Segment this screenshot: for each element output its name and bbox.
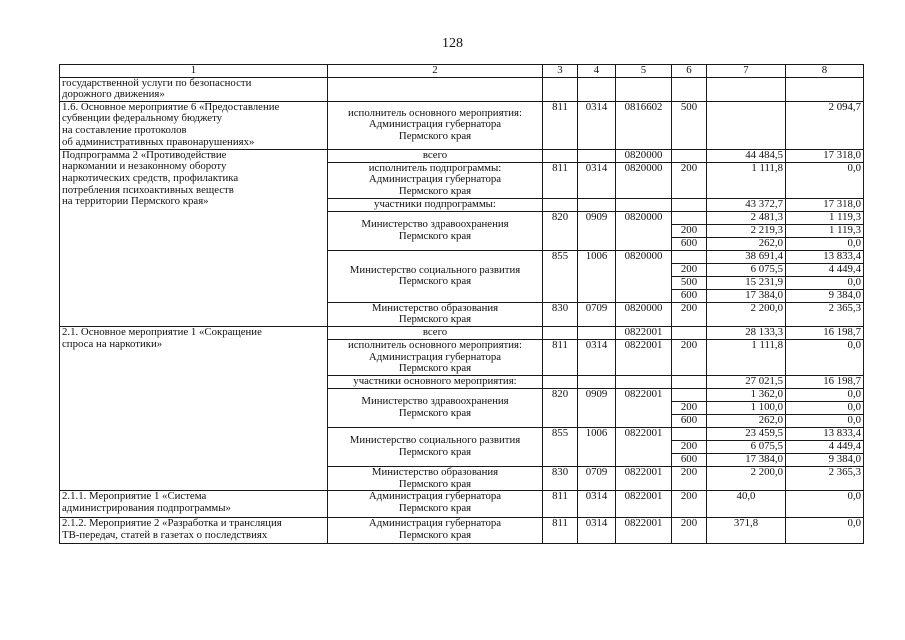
cell-code: 820 [543,211,578,250]
cell-code: 200 [672,491,707,518]
cell-amount: 9 384,0 [786,289,864,302]
cell-amount: 2 094,7 [786,101,864,149]
cell-amount: 1 362,0 [707,388,786,401]
cell-amount: 16 198,7 [786,375,864,388]
cell-code [616,77,672,101]
cell-name: 2.1.2. Мероприятие 2 «Разработка и трансляция ТВ-передач, статей в газетах о последствиях [60,518,328,544]
cell-code [672,250,707,263]
cell-executor: всего [328,326,543,339]
cell-executor: Министерство социального развития Пермского края [328,427,543,466]
table-row [60,149,864,162]
cell-code: 0820000 [616,250,672,302]
cell-amount [707,77,786,101]
cell-amount: 0,0 [786,339,864,375]
cell-amount: 0,0 [786,518,864,544]
table-row [60,101,864,149]
cell-executor [328,77,543,101]
cell-executor: Министерство образования Пермского края [328,466,543,490]
cell-amount: 1 119,3 [786,224,864,237]
table-header-row [60,65,864,78]
cell-executor: исполнитель основного мероприятия: Администрация губернатора Пермского края [328,101,543,149]
cell-code [543,326,578,339]
cell-code [578,326,616,339]
cell-code: 0822001 [616,326,672,339]
header-cell: 4 [578,65,616,78]
cell-code: 0909 [578,211,616,250]
cell-name: государственной услуги по безопасности дорожного движения» [60,77,328,101]
cell-amount: 371,8 [707,518,786,544]
cell-code: 0820000 [616,302,672,326]
cell-executor: Министерство социального развития Пермского края [328,250,543,302]
cell-amount: 262,0 [707,414,786,427]
cell-code: 600 [672,414,707,427]
cell-code: 0314 [578,518,616,544]
cell-amount: 0,0 [786,237,864,250]
cell-executor: Администрация губернатора Пермского края [328,491,543,518]
cell-code [672,388,707,401]
cell-code [672,211,707,224]
cell-amount: 17 318,0 [786,149,864,162]
cell-code: 500 [672,101,707,149]
cell-code [616,375,672,388]
cell-code: 811 [543,101,578,149]
cell-executor: всего [328,149,543,162]
cell-executor: Министерство здравоохранения Пермского края [328,388,543,427]
cell-code: 200 [672,466,707,490]
cell-amount: 1 119,3 [786,211,864,224]
cell-amount: 2 365,3 [786,466,864,490]
cell-code: 811 [543,162,578,198]
cell-amount: 0,0 [786,491,864,518]
cell-code [578,375,616,388]
cell-code [672,326,707,339]
header-cell: 3 [543,65,578,78]
cell-amount: 6 075,5 [707,440,786,453]
cell-code [543,77,578,101]
cell-amount: 4 449,4 [786,440,864,453]
cell-name: 1.6. Основное мероприятие 6 «Предоставление субвенции федеральному бюджету на составление протоколов об административных правонарушениях» [60,101,328,149]
cell-amount: 17 384,0 [707,289,786,302]
cell-code: 0822001 [616,339,672,375]
table-row [60,518,864,544]
cell-code: 811 [543,339,578,375]
cell-code: 200 [672,401,707,414]
cell-code: 820 [543,388,578,427]
cell-amount: 0,0 [786,388,864,401]
cell-code: 200 [672,440,707,453]
cell-code [543,198,578,211]
cell-code [543,375,578,388]
cell-executor: Администрация губернатора Пермского края [328,518,543,544]
header-cell: 7 [707,65,786,78]
cell-name: 2.1. Основное мероприятие 1 «Сокращение спроса на наркотики» [60,326,328,490]
cell-code: 830 [543,302,578,326]
cell-code: 811 [543,491,578,518]
cell-amount: 13 833,4 [786,250,864,263]
cell-code: 0820000 [616,211,672,250]
cell-code: 0314 [578,101,616,149]
header-cell: 1 [60,65,328,78]
cell-code: 0820000 [616,162,672,198]
cell-amount: 9 384,0 [786,453,864,466]
cell-executor: исполнитель основного мероприятия: Администрация губернатора Пермского края [328,339,543,375]
cell-executor: исполнитель подпрограммы: Администрация губернатора Пермского края [328,162,543,198]
cell-code: 200 [672,339,707,375]
cell-code: 200 [672,263,707,276]
cell-code: 0822001 [616,491,672,518]
cell-code: 0822001 [616,518,672,544]
cell-code: 1006 [578,427,616,466]
cell-code: 200 [672,518,707,544]
table-row [60,491,864,518]
cell-amount: 40,0 [707,491,786,518]
cell-code: 855 [543,427,578,466]
cell-code: 0820000 [616,149,672,162]
cell-code: 200 [672,302,707,326]
cell-code: 0314 [578,491,616,518]
cell-code [672,427,707,440]
cell-amount: 2 481,3 [707,211,786,224]
cell-code: 0822001 [616,427,672,466]
cell-amount: 0,0 [786,162,864,198]
cell-amount: 17 318,0 [786,198,864,211]
cell-amount: 0,0 [786,401,864,414]
cell-amount: 0,0 [786,414,864,427]
cell-amount: 38 691,4 [707,250,786,263]
cell-executor: участники подпрограммы: [328,198,543,211]
header-cell: 2 [328,65,543,78]
cell-code [672,77,707,101]
cell-code: 0822001 [616,388,672,427]
cell-executor: Министерство образования Пермского края [328,302,543,326]
cell-code [578,149,616,162]
cell-code: 830 [543,466,578,490]
cell-amount: 2 200,0 [707,302,786,326]
cell-code: 0314 [578,162,616,198]
cell-amount: 4 449,4 [786,263,864,276]
cell-code [616,198,672,211]
cell-amount: 15 231,9 [707,276,786,289]
cell-amount: 13 833,4 [786,427,864,440]
cell-code: 200 [672,224,707,237]
cell-amount: 262,0 [707,237,786,250]
cell-executor: Министерство здравоохранения Пермского края [328,211,543,250]
cell-name: Подпрограмма 2 «Противодействие наркомании и незаконному обороту наркотических средств, профилактика потребления психоактивных веществ на территории Пермского края» [60,149,328,326]
budget-table [59,64,864,544]
cell-amount [707,101,786,149]
header-cell: 5 [616,65,672,78]
page-number: 128 [442,36,463,51]
cell-code: 811 [543,518,578,544]
cell-amount: 27 021,5 [707,375,786,388]
cell-code [543,149,578,162]
cell-code: 200 [672,162,707,198]
cell-code: 600 [672,237,707,250]
table-row [60,77,864,101]
cell-code [578,77,616,101]
cell-amount: 28 133,3 [707,326,786,339]
table-row [60,326,864,339]
cell-amount: 2 200,0 [707,466,786,490]
cell-amount: 2 365,3 [786,302,864,326]
cell-code [672,149,707,162]
cell-amount: 6 075,5 [707,263,786,276]
cell-code: 0816602 [616,101,672,149]
cell-code [672,375,707,388]
cell-amount: 2 219,3 [707,224,786,237]
cell-name: 2.1.1. Мероприятие 1 «Система администрирования подпрограммы» [60,491,328,518]
cell-amount: 1 100,0 [707,401,786,414]
header-cell: 8 [786,65,864,78]
cell-amount: 44 484,5 [707,149,786,162]
cell-code: 600 [672,289,707,302]
cell-code: 500 [672,276,707,289]
cell-executor: участники основного мероприятия: [328,375,543,388]
cell-amount: 1 111,8 [707,339,786,375]
cell-code: 0822001 [616,466,672,490]
header-cell: 6 [672,65,707,78]
cell-amount: 0,0 [786,276,864,289]
cell-code: 600 [672,453,707,466]
cell-amount: 16 198,7 [786,326,864,339]
cell-code: 0909 [578,388,616,427]
cell-amount: 23 459,5 [707,427,786,440]
cell-code: 0709 [578,466,616,490]
cell-amount: 43 372,7 [707,198,786,211]
cell-code: 0709 [578,302,616,326]
cell-code: 0314 [578,339,616,375]
cell-code: 855 [543,250,578,302]
cell-amount: 17 384,0 [707,453,786,466]
cell-code [672,198,707,211]
cell-amount: 1 111,8 [707,162,786,198]
cell-code [578,198,616,211]
cell-code: 1006 [578,250,616,302]
cell-amount [786,77,864,101]
